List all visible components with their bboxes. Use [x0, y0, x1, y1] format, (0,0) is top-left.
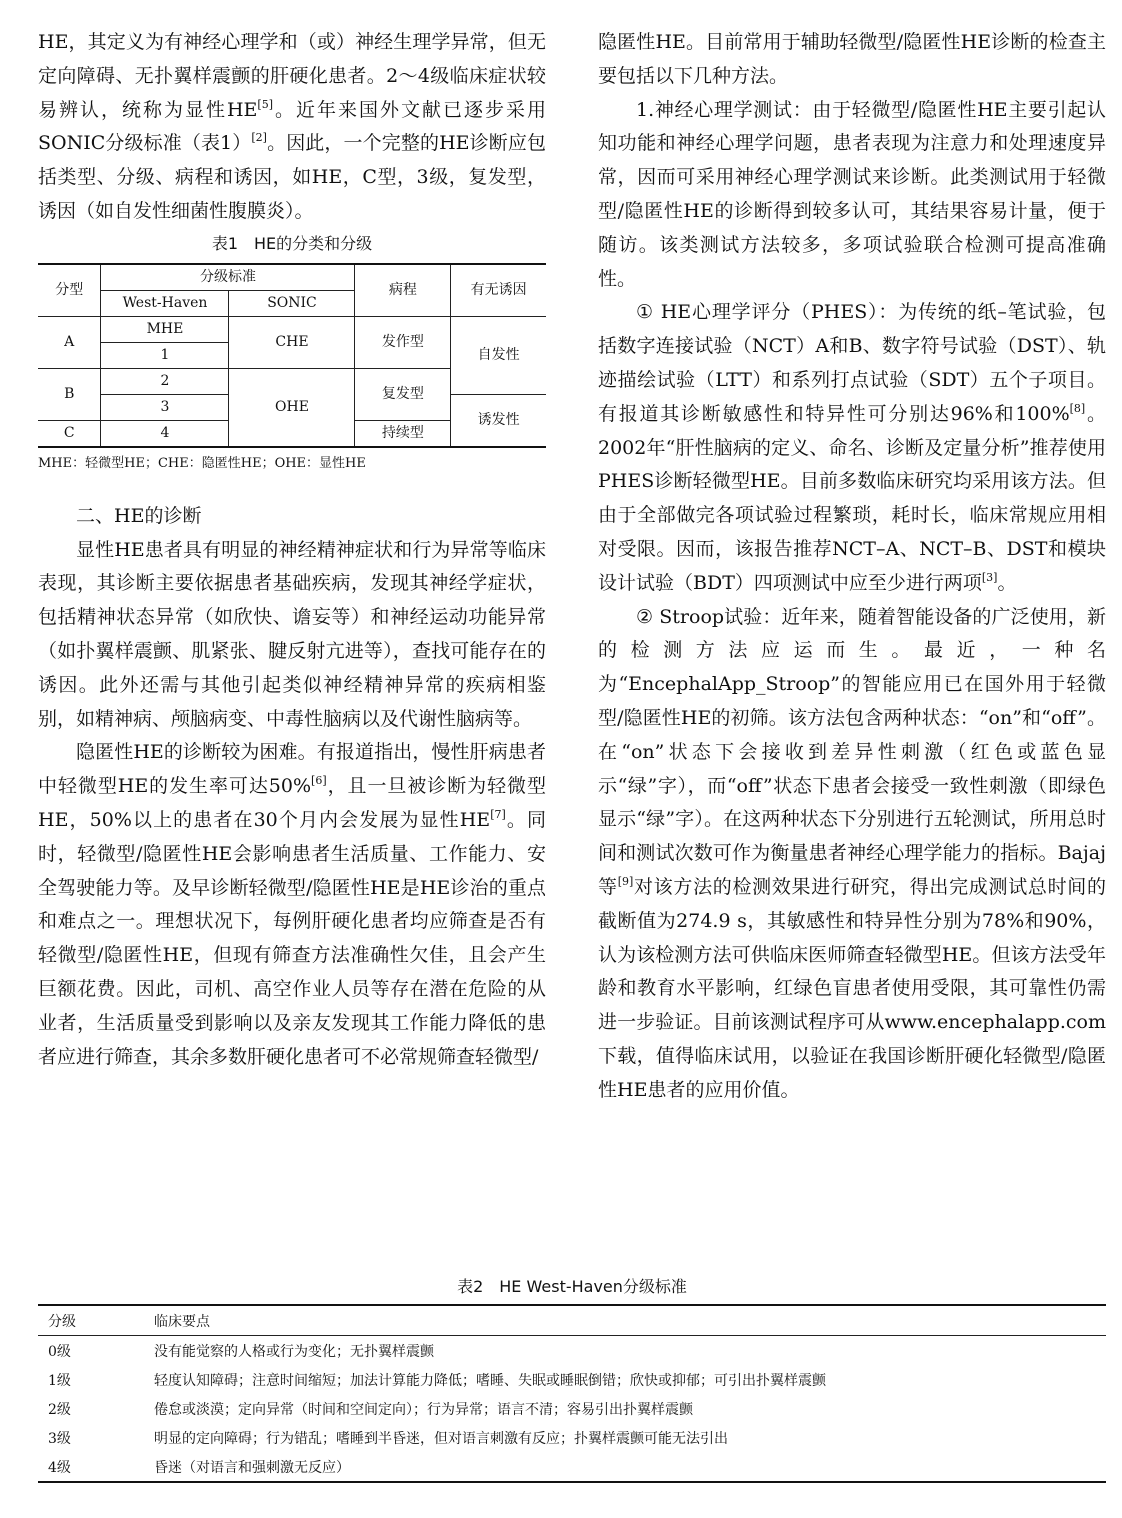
- ref-5[interactable]: [5]: [257, 97, 274, 111]
- ref-7[interactable]: [7]: [490, 807, 506, 821]
- right-paragraph-3: ① HE心理学评分（PHES）：为传统的纸–笔试验，包括数字连接试验（NCT）A和B、数字符号试验（DST）、轨迹描绘试验（LTT）和系列打点试验（SDT）五个子项目。有报道其诊断敏感性和特异性可分别达96%和100%[8]。2002年“肝性脑病的定义、命名、诊断及定量分析”推荐使用PHES诊断轻微型HE。目前多数临床研究均采用该方法。但由于全部做完各项试验过程繁琐，耗时长，临床常规应用相对受限。因而，该报告推荐NCT–A、NCT–B、DST和模块设计试验（BDT）四项测试中应至少进行两项[3]。: [598, 301, 1106, 594]
- t1-wh-mhe: MHE: [101, 316, 229, 342]
- t1-course-2: 复发型: [355, 368, 451, 420]
- t1-h-cause: 有无诱因: [451, 264, 546, 317]
- t2-grade: 1级: [48, 1372, 71, 1389]
- t2-desc: 昏迷（对语言和强刺激无反应）: [154, 1459, 350, 1476]
- ref-3[interactable]: [3]: [981, 570, 998, 584]
- table-row: [38, 1394, 1106, 1423]
- t1-type-a: A: [38, 316, 101, 368]
- table-row: [38, 1423, 1106, 1452]
- t2-desc: 轻度认知障碍；注意时间缩短；加法计算能力降低；嗜睡、失眠或睡眠倒错；欣快或抑郁；可引出扑翼样震颤: [154, 1372, 826, 1389]
- table2: [38, 1304, 1106, 1483]
- table-row: [38, 1336, 1106, 1366]
- t1-h-grade: 分级标准: [101, 264, 355, 291]
- t2-grade: 4级: [48, 1459, 71, 1476]
- t1-wh-1: 1: [101, 342, 229, 368]
- t1-wh-4: 4: [101, 420, 229, 447]
- right-paragraph-2: 1.神经心理学测试：由于轻微型/隐匿性HE主要引起认知功能和神经心理学问题，患者表现为注意力和处理速度异常，因而可采用神经心理学测试来诊断。此类测试用于轻微型/隐匿性HE的诊断得到较多认可，其结果容易计量，便于随访。该类测试方法较多，多项试验联合检测可提高准确性。: [598, 98, 1106, 290]
- t2-h-points: 临床要点: [154, 1305, 1106, 1336]
- ref-8[interactable]: [8]: [1069, 401, 1086, 415]
- t1-type-c: C: [38, 420, 101, 447]
- t2-desc: 没有能觉察的人格或行为变化；无扑翼样震颤: [154, 1343, 434, 1360]
- table1: [38, 263, 546, 448]
- t1-h-type: 分型: [38, 264, 101, 317]
- t1-h-westhaven: West-Haven: [101, 290, 229, 316]
- t1-h-course: 病程: [355, 264, 451, 317]
- table1-note: MHE：轻微型HE；CHE：隐匿性HE；OHE：显性HE: [38, 455, 366, 471]
- t2-desc: 倦怠或淡漠；定向异常（时间和空间定向）；行为异常；语言不清；容易引出扑翼样震颤: [154, 1401, 693, 1418]
- t1-sonic-ohe: OHE: [229, 368, 355, 447]
- section-title: 二、HE的诊断: [76, 504, 202, 527]
- t1-type-b: B: [38, 368, 101, 420]
- right-column: [598, 26, 1106, 1108]
- t2-grade: 0级: [48, 1343, 71, 1360]
- table2-caption: 表2 HE West-Haven分级标准: [457, 1277, 687, 1296]
- t1-course-3: 持续型: [355, 420, 451, 447]
- right-paragraph-4: ② Stroop试验：近年来，随着智能设备的广泛使用，新的检测方法应运而生。最近，一种名为“EncephalApp_Stroop”的智能应用已在国外用于轻微型/隐匿性HE的初筛。该方法包含两种状态：“on”和“off”。在“on”状态下会接收到差异性刺激（红色或蓝色显示“绿”字），而“off”状态下患者会接受一致性刺激（即绿色显示“绿”字）。在这两种状态下分别进行五轮测试，所用总时间和测试次数可作为衡量患者神经心理学能力的指标。Bajaj等[9]对该方法的检测效果进行研究，得出完成测试总时间的截断值为274.9 s，其敏感性和特异性分别为78%和90%，认为该检测方法可供临床医师筛查轻微型HE。但该方法受年龄和教育水平影响，红绿色盲患者使用受限，其可靠性仍需进一步验证。目前该测试程序可从www.encephalapp.com下载，值得临床试用，以验证在我国诊断肝硬化轻微型/隐匿性HE患者的应用价值。: [598, 605, 1106, 1101]
- left-paragraph-1: HE，其定义为有神经心理学和（或）神经生理学异常，但无定向障碍、无扑翼样震颤的肝硬化患者。2～4级临床症状较易辨认，统称为显性HE[5]。近年来国外文献已逐步采用SONIC分级标准（表1）[2]。因此，一个完整的HE诊断应包括类型、分级、病程和诱因，如HE，C型，3级，复发型，诱因（如自发性细菌性腹膜炎）。: [38, 31, 546, 222]
- t2-grade: 3级: [48, 1430, 71, 1447]
- t2-grade: 2级: [48, 1401, 71, 1418]
- table-row: [38, 1365, 1106, 1394]
- t1-wh-2: 2: [101, 368, 229, 394]
- t2-desc: 明显的定向障碍；行为错乱；嗜睡到半昏迷，但对语言刺激有反应；扑翼样震颤可能无法引出: [154, 1430, 728, 1447]
- t1-cause-2: 诱发性: [451, 394, 546, 447]
- t1-wh-3: 3: [101, 394, 229, 420]
- ref-2[interactable]: [2]: [251, 131, 267, 145]
- left-paragraph-3: 隐匿性HE的诊断较为困难。有报道指出，慢性肝病患者中轻微型HE的发生率可达50%[6]，且一旦被诊断为轻微型HE，50%以上的患者在30个月内会发展为显性HE[7]。同时，轻微型/隐匿性HE会影响患者生活质量、工作能力、安全驾驶能力等。及早诊断轻微型/隐匿性HE是HE诊治的重点和难点之一。理想状况下，每例肝硬化患者均应筛查是否有轻微型/隐匿性HE，但现有筛查方法准确性欠佳，且会产生巨额花费。因此，司机、高空作业人员等存在潜在危险的从业者，生活质量受到影响以及亲友发现其工作能力降低的患者应进行筛查，其余多数肝硬化患者可不必常规筛查轻微型/: [38, 741, 546, 1068]
- ref-9[interactable]: [9]: [617, 874, 634, 888]
- t1-course-1: 发作型: [355, 316, 451, 368]
- t1-h-sonic: SONIC: [229, 290, 355, 316]
- table2-block: [38, 1276, 1106, 1483]
- t1-sonic-che: CHE: [229, 316, 355, 368]
- ref-6[interactable]: [6]: [311, 774, 327, 788]
- left-column: [38, 26, 546, 1074]
- t2-h-grade: 分级: [38, 1305, 154, 1336]
- left-paragraph-2: 显性HE患者具有明显的神经精神症状和行为异常等临床表现，其诊断主要依据患者基础疾病，发现其神经学症状，包括精神状态异常（如欣快、谵妄等）和神经运动功能异常（如扑翼样震颤、肌紧张、腱反射亢进等），查找可能存在的诱因。此外还需与其他引起类似神经精神异常的疾病相鉴别，如精神病、颅脑病变、中毒性脑病以及代谢性脑病等。: [38, 538, 546, 730]
- right-paragraph-1: 隐匿性HE。目前常用于辅助轻微型/隐匿性HE诊断的检查主要包括以下几种方法。: [598, 31, 1106, 87]
- table1-caption: 表1 HE的分类和分级: [211, 233, 373, 253]
- table-row: [38, 1452, 1106, 1482]
- t1-cause-1: 自发性: [451, 316, 546, 394]
- table2-header: [38, 1305, 1106, 1336]
